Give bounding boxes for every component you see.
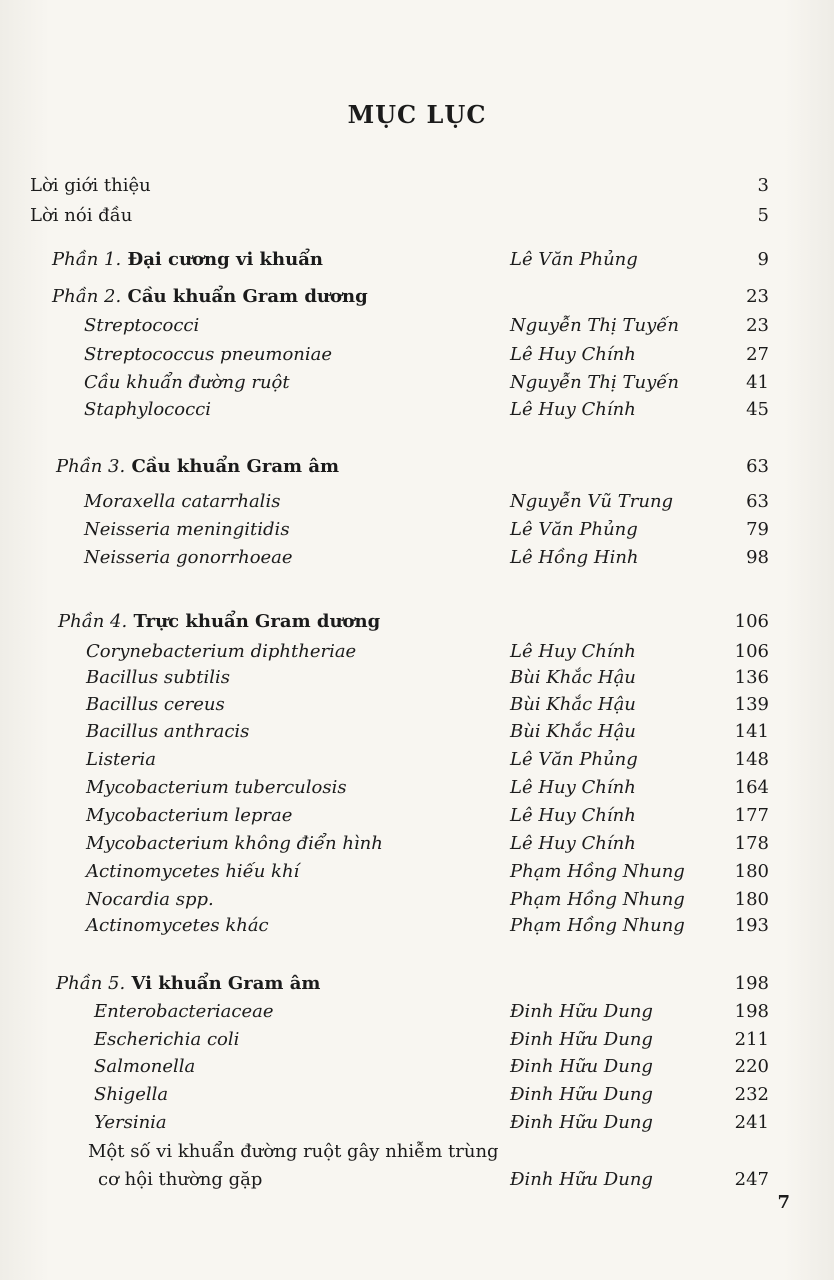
toc-entry-page: 198 — [734, 973, 769, 994]
toc-entry — [94, 1055, 769, 1079]
toc-entry-page: 148 — [734, 749, 769, 770]
toc-entry-title: Mycobacterium tuberculosis — [86, 777, 347, 798]
toc-entry-page: 241 — [734, 1112, 769, 1133]
toc-entry-author: Đinh Hữu Dung — [510, 1084, 653, 1105]
toc-entry-title: Moraxella catarrhalis — [84, 491, 281, 512]
toc-entry-page: 180 — [734, 861, 769, 882]
toc-entry-page: 141 — [734, 721, 769, 742]
toc-part-title: Cầu khuẩn Gram dương — [121, 286, 368, 307]
toc-entry-author: Đinh Hữu Dung — [510, 1112, 653, 1133]
toc-entry-author: Phạm Hồng Nhung — [510, 915, 685, 936]
toc-entry — [86, 640, 769, 664]
toc-entry — [84, 518, 769, 542]
toc-entry-page: 45 — [746, 399, 769, 420]
toc-entry-author: Lê Hồng Hinh — [510, 547, 639, 568]
toc-entry-page: 23 — [746, 286, 769, 307]
toc-entry-author: Lê Huy Chính — [510, 344, 636, 365]
toc-entry-title: Staphylococci — [84, 399, 212, 420]
toc-part — [52, 248, 769, 272]
toc-entry-author: Lê Huy Chính — [510, 777, 636, 798]
toc-entry — [86, 914, 769, 938]
toc-entry-page: 232 — [734, 1084, 769, 1105]
toc-entry-author: Bùi Khắc Hậu — [510, 721, 636, 742]
toc-entry-author: Bùi Khắc Hậu — [510, 667, 636, 688]
toc-entry-title: Enterobacteriaceae — [94, 1001, 274, 1022]
toc-entry-title: Neisseria meningitidis — [84, 519, 290, 540]
toc-entry — [86, 720, 769, 744]
toc-entry-page: 3 — [757, 175, 769, 196]
toc-entry-title: Salmonella — [94, 1056, 196, 1077]
toc-entry-page: 193 — [734, 915, 769, 936]
toc-entry — [94, 1083, 769, 1107]
toc-entry-page: 79 — [746, 519, 769, 540]
toc-entry-title: cơ hội thường gặp — [98, 1169, 263, 1190]
toc-entry-author: Lê Văn Phủng — [510, 749, 638, 770]
toc-part-title: Cầu khuẩn Gram âm — [125, 456, 340, 477]
toc-entry-title: Cầu khuẩn đường ruột — [84, 372, 290, 393]
toc-entry-page: 180 — [734, 889, 769, 910]
toc-entry — [84, 314, 769, 338]
toc-entry-page: 178 — [734, 833, 769, 854]
toc-entry-page: 41 — [746, 372, 769, 393]
toc-entry — [30, 204, 769, 228]
toc-entry — [84, 490, 769, 514]
toc-entry — [30, 174, 769, 198]
toc-entry-author: Bùi Khắc Hậu — [510, 694, 636, 715]
toc-entry-author: Phạm Hồng Nhung — [510, 861, 685, 882]
toc-entry-author: Phạm Hồng Nhung — [510, 889, 685, 910]
toc-entry-title: Actinomycetes hiếu khí — [86, 861, 300, 882]
toc-part-title: Vi khuẩn Gram âm — [125, 973, 321, 994]
toc-entry-title: Yersinia — [94, 1112, 167, 1133]
toc-entry-title: Streptococci — [84, 315, 200, 336]
toc-entry-page: 247 — [734, 1169, 769, 1190]
toc-entry-title — [56, 455, 339, 479]
toc-part-prefix: Phần 5. — [56, 973, 126, 994]
toc-entry-page: 177 — [734, 805, 769, 826]
toc-part — [56, 972, 769, 996]
toc-entry-title: Bacillus cereus — [86, 694, 225, 715]
toc-entry-title: Escherichia coli — [94, 1029, 240, 1050]
toc-entry-author: Nguyễn Vũ Trung — [510, 491, 674, 512]
toc-entry — [86, 804, 769, 828]
toc-entry — [84, 398, 769, 422]
toc-entry-title: Shigella — [94, 1084, 169, 1105]
toc-part-prefix: Phần 1. — [52, 249, 122, 270]
toc-entry-author: Đinh Hữu Dung — [510, 1001, 653, 1022]
toc-entry-author: Lê Huy Chính — [510, 641, 636, 662]
toc-entry-title — [52, 248, 323, 272]
toc-entry-title: Lời nói đầu — [30, 205, 133, 226]
toc-entry — [86, 693, 769, 717]
toc-entry — [94, 1028, 769, 1052]
toc-entry-title: Neisseria gonorrhoeae — [84, 547, 293, 568]
toc-entry-title: Lời giới thiệu — [30, 175, 151, 196]
toc-part-prefix: Phần 4. — [58, 611, 128, 632]
toc-entry-page: 164 — [734, 777, 769, 798]
toc-entry-page: 9 — [757, 249, 769, 270]
toc-entry-author: Nguyễn Thị Tuyến — [510, 372, 679, 393]
toc-entry-author: Nguyễn Thị Tuyến — [510, 315, 679, 336]
toc-entry — [94, 1111, 769, 1135]
toc-entry-page: 136 — [734, 667, 769, 688]
toc-entry-title: Bacillus subtilis — [86, 667, 230, 688]
toc-entry — [84, 371, 769, 395]
toc-entry — [86, 888, 769, 912]
toc-entry-page: 23 — [746, 315, 769, 336]
toc-entry — [88, 1140, 769, 1164]
toc-entry-author: Đinh Hữu Dung — [510, 1169, 653, 1190]
toc-entry — [84, 546, 769, 570]
toc-entry-author: Lê Huy Chính — [510, 805, 636, 826]
toc-part-title: Đại cương vi khuẩn — [121, 249, 323, 270]
toc-entry-page: 27 — [746, 344, 769, 365]
toc-entry — [98, 1168, 769, 1192]
toc-entry-title: Streptococcus pneumoniae — [84, 344, 333, 365]
toc-part-title: Trực khuẩn Gram dương — [127, 611, 381, 632]
toc-entry-title: Actinomycetes khác — [86, 915, 269, 936]
toc-entry-page: 63 — [746, 491, 769, 512]
toc-entry-page: 63 — [746, 456, 769, 477]
toc-entry-title: Corynebacterium diphtheriae — [86, 641, 357, 662]
page-number: 7 — [777, 1192, 790, 1213]
toc-entry-author: Lê Huy Chính — [510, 833, 636, 854]
toc-entry-title: Mycobacterium không điển hình — [86, 833, 383, 854]
toc-entry-title — [58, 610, 380, 634]
toc-entry — [86, 776, 769, 800]
toc-entry-page: 106 — [734, 641, 769, 662]
toc-entry-title: Listeria — [86, 749, 156, 770]
toc-part — [52, 285, 769, 309]
toc-entry-title — [52, 285, 368, 309]
toc-entry — [84, 343, 769, 367]
toc-entry-page: 211 — [734, 1029, 769, 1050]
toc-entry-title: Nocardia spp. — [86, 889, 214, 910]
toc-entry-author: Đinh Hữu Dung — [510, 1029, 653, 1050]
toc-entry-title — [56, 972, 320, 996]
toc-entry-title: Mycobacterium leprae — [86, 805, 293, 826]
toc-entry-author: Lê Huy Chính — [510, 399, 636, 420]
toc-entry — [86, 748, 769, 772]
toc-entry-author: Đinh Hữu Dung — [510, 1056, 653, 1077]
toc-entry — [86, 832, 769, 856]
toc-part — [58, 610, 769, 634]
toc-entry-page: 106 — [734, 611, 769, 632]
toc-part-prefix: Phần 3. — [56, 456, 126, 477]
toc-entry-title: Một số vi khuẩn đường ruột gây nhiễm trùng — [88, 1141, 499, 1162]
toc-entry-author: Lê Văn Phủng — [510, 249, 638, 270]
toc-entry — [86, 860, 769, 884]
toc-entry-author: Lê Văn Phủng — [510, 519, 638, 540]
toc-entry-title: Bacillus anthracis — [86, 721, 250, 742]
toc-entry — [86, 666, 769, 690]
toc-entry-page: 198 — [734, 1001, 769, 1022]
toc-entry-page: 5 — [757, 205, 769, 226]
toc-entry — [94, 1000, 769, 1024]
page-title: MỤC LỤC — [347, 100, 487, 129]
toc-part-prefix: Phần 2. — [52, 286, 122, 307]
toc-entry-page: 139 — [734, 694, 769, 715]
toc-entry-page: 98 — [746, 547, 769, 568]
toc-part — [56, 455, 769, 479]
toc-entry-page: 220 — [734, 1056, 769, 1077]
